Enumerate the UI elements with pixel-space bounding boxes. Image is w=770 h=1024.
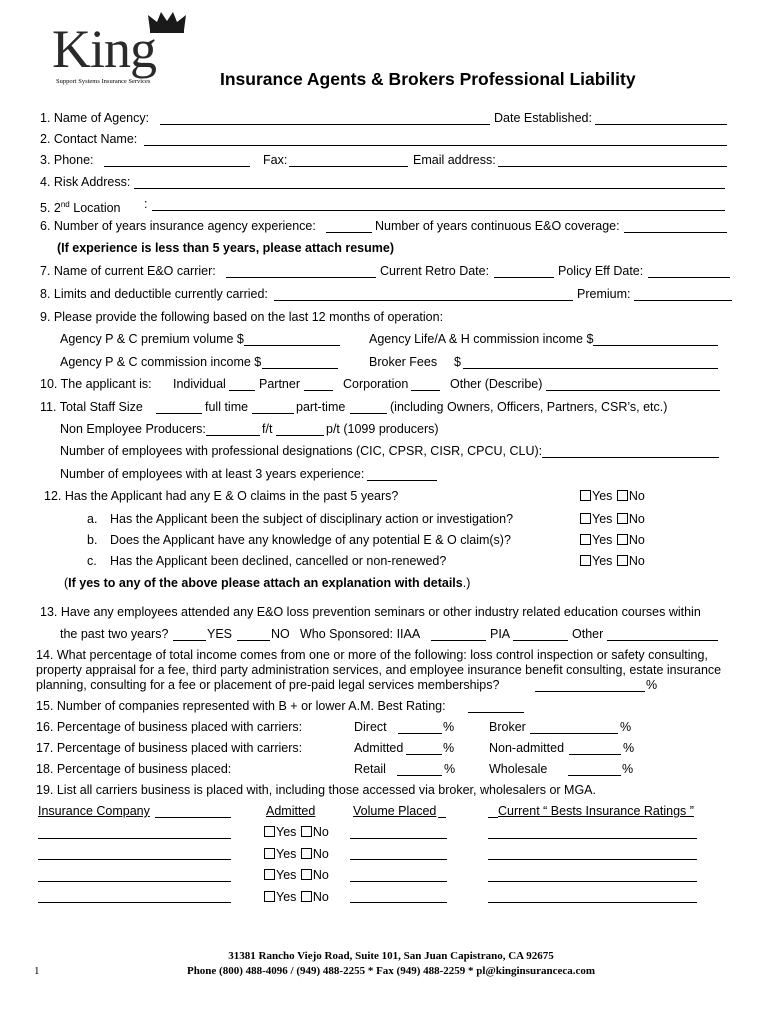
q13-line1: 13. Have any employees attended any E&O loss prevention seminars or other industry related education courses within <box>40 605 701 619</box>
policy-date-label: Policy Eff Date: <box>558 264 644 278</box>
iiaa-field[interactable] <box>431 628 486 641</box>
carrier-company-field[interactable] <box>38 869 231 882</box>
q12a-yes-checkbox[interactable] <box>580 513 591 524</box>
carrier-admitted <box>264 847 329 862</box>
q12c-no-label: No <box>628 554 645 568</box>
q13-yes-field[interactable] <box>173 628 206 641</box>
carrier-admitted <box>264 890 329 905</box>
carrier-admitted-no-checkbox[interactable] <box>301 848 312 859</box>
q16-label: 16. Percentage of business placed with carriers: <box>36 720 303 734</box>
carrier-admitted <box>264 868 329 883</box>
non-employee-pt-field[interactable] <box>276 423 324 436</box>
col-header-ratings-line <box>488 805 498 818</box>
carrier-yes-label: Yes <box>276 868 297 882</box>
experience-label: Number of employees with at least 3 years experience: <box>60 467 365 481</box>
premium-field[interactable] <box>634 288 732 301</box>
risk-address-field[interactable] <box>134 176 725 189</box>
carrier-rating-field[interactable] <box>488 869 697 882</box>
footer-address: 31381 Rancho Viejo Road, Suite 101, San Juan Capistrano, CA 92675 <box>228 950 554 962</box>
email-field[interactable] <box>498 154 727 167</box>
carrier-no-label: No <box>312 868 329 882</box>
carrier-volume-field[interactable] <box>350 890 447 903</box>
carrier-yes-label: Yes <box>276 890 297 904</box>
carrier-no-label: No <box>312 825 329 839</box>
q9-label: 9. Please provide the following based on the last 12 months of operation: <box>40 310 444 324</box>
q14-line2: property appraisal for a fee, third party administration services, and employee insurance benefit consulting, estate insurance <box>36 663 722 677</box>
q12a-no-checkbox[interactable] <box>617 513 628 524</box>
footer-contact: Phone (800) 488-4096 / (949) 488-2255 * Fax (949) 488-2259 * pl@kinginsuranceca.com <box>186 965 596 977</box>
col-header-volume-placed-line <box>438 805 446 818</box>
carrier-admitted-yes-checkbox[interactable] <box>264 891 275 902</box>
pt-label: p/t (1099 producers) <box>326 422 439 436</box>
col-header-admitted: Admitted <box>266 804 316 818</box>
pc-premium-field[interactable] <box>244 333 340 346</box>
agency-name-field[interactable] <box>160 112 490 125</box>
designations-label: Number of employees with professional designations (CIC, CPSR, CISR, CPCU, CLU): <box>60 444 543 458</box>
q12b-no-label: No <box>628 533 645 547</box>
non-admitted-field[interactable] <box>569 742 621 755</box>
premium-label: Premium: <box>577 287 631 301</box>
wholesale-field[interactable] <box>568 763 621 776</box>
corporation-field[interactable] <box>411 378 440 391</box>
q1-label: 1. Name of Agency: <box>40 111 150 125</box>
carrier-company-field[interactable] <box>38 826 231 839</box>
q12-yes-checkbox[interactable] <box>580 490 591 501</box>
second-location-label <box>40 197 121 216</box>
carrier-no-label: No <box>312 847 329 861</box>
q12b-letter: b. <box>87 533 98 547</box>
non-admitted-pct: % <box>623 741 635 755</box>
sponsored-label: Who Sponsored: IIAA <box>300 627 421 641</box>
admitted-label: Admitted <box>354 741 404 755</box>
broker-field[interactable] <box>530 721 618 734</box>
agency-experience-label: 6. Number of years insurance agency experience: <box>40 219 316 233</box>
direct-pct: % <box>443 720 455 734</box>
col-header-volume-placed: Volume Placed <box>353 804 437 818</box>
q12-label: 12. Has the Applicant had any E & O claims in the past 5 years? <box>44 489 399 503</box>
q2-label: 2. Contact Name: <box>40 132 138 146</box>
phone-field[interactable] <box>104 154 250 167</box>
broker-fees-field[interactable] <box>463 356 718 369</box>
carrier-company-field[interactable] <box>38 847 231 860</box>
including-note: (including Owners, Officers, Partners, CSR’s, etc.) <box>390 400 668 414</box>
carrier-company-field[interactable] <box>38 890 231 903</box>
q12b-yes-no <box>580 533 645 548</box>
individual-field[interactable] <box>229 378 255 391</box>
non-employee-label: Non Employee Producers: <box>60 422 206 436</box>
limits-field[interactable] <box>274 288 573 301</box>
q5-sup: nd <box>60 200 70 209</box>
carrier-yes-label: Yes <box>276 847 297 861</box>
q18-label: 18. Percentage of business placed: <box>36 762 232 776</box>
carrier-admitted <box>264 825 329 840</box>
q12-yes-label: Yes <box>592 489 613 503</box>
page-title: Insurance Agents & Brokers Professional Liability <box>220 69 636 89</box>
q13-no-label: NO <box>271 627 290 641</box>
carrier-admitted-yes-checkbox[interactable] <box>264 848 275 859</box>
page-number: 1 <box>34 965 40 977</box>
admitted-pct: % <box>443 741 455 755</box>
risk-address-label: 4. Risk Address: <box>40 175 131 189</box>
broker-fees-label: Broker Fees <box>369 355 438 369</box>
non-employee-ft-field[interactable] <box>206 423 260 436</box>
fax-field[interactable] <box>289 154 408 167</box>
phone-label: 3. Phone: <box>40 153 94 167</box>
q12c-letter: c. <box>87 554 97 568</box>
direct-field[interactable] <box>398 721 442 734</box>
q12b-yes-checkbox[interactable] <box>580 534 591 545</box>
admitted-field[interactable] <box>406 742 442 755</box>
experience-field[interactable] <box>367 468 437 481</box>
q14-percent-field[interactable] <box>535 679 645 692</box>
q5-prefix: 5. 2 <box>40 201 61 216</box>
q12-yes-no <box>580 489 645 504</box>
ft-label: f/t <box>262 422 273 436</box>
experience-note: (If experience is less than 5 years, please attach resume) <box>57 241 394 255</box>
broker-pct: % <box>620 720 632 734</box>
eo-coverage-field[interactable] <box>624 220 727 233</box>
eo-coverage-label: Number of years continuous E&O coverage: <box>375 219 620 233</box>
eo-carrier-field[interactable] <box>226 265 376 278</box>
q5-suffix: Location <box>69 201 121 216</box>
designations-field[interactable] <box>542 445 719 458</box>
q12b-yes-label: Yes <box>592 533 613 547</box>
q12-no-checkbox[interactable] <box>617 490 628 501</box>
q14-pct: % <box>646 678 658 692</box>
logo-tagline: Support Systems Insurance Services <box>56 78 151 85</box>
other-describe-label: Other (Describe) <box>450 377 543 391</box>
logo-word: King <box>52 19 156 79</box>
policy-date-field[interactable] <box>648 265 730 278</box>
carrier-admitted-no-checkbox[interactable] <box>301 869 312 880</box>
q13-line2-label: the past two years? <box>60 627 169 641</box>
contact-name-field[interactable] <box>144 133 727 146</box>
logo <box>52 10 197 88</box>
carrier-admitted-no-checkbox[interactable] <box>301 826 312 837</box>
broker-label: Broker <box>489 720 526 734</box>
pc-commission-field[interactable] <box>262 356 338 369</box>
q12a-yes-label: Yes <box>592 512 613 526</box>
carrier-admitted-yes-checkbox[interactable] <box>264 826 275 837</box>
carrier-volume-field[interactable] <box>350 826 447 839</box>
q5-colon: : <box>144 197 148 211</box>
q13-other-field[interactable] <box>607 628 718 641</box>
direct-label: Direct <box>354 720 387 734</box>
q12c-yes-no <box>580 554 645 569</box>
q12-note-bold: If yes to any of the above please attach an explanation with details <box>68 576 463 590</box>
q12c-no-checkbox[interactable] <box>617 555 628 566</box>
carrier-volume-field[interactable] <box>350 847 447 860</box>
q12c-yes-checkbox[interactable] <box>580 555 591 566</box>
date-established-field[interactable] <box>595 112 727 125</box>
pia-field[interactable] <box>513 628 568 641</box>
date-established-label: Date Established: <box>494 111 592 125</box>
q10-label: 10. The applicant is: <box>40 377 152 391</box>
broker-fees-dollar: $ <box>454 355 461 369</box>
fax-label: Fax: <box>263 153 288 167</box>
limits-label: 8. Limits and deductible currently carried: <box>40 287 268 301</box>
q17-label: 17. Percentage of business placed with carriers: <box>36 741 303 755</box>
retro-date-field[interactable] <box>494 265 554 278</box>
q12-no-label: No <box>628 489 645 503</box>
staff-size-field[interactable] <box>156 401 202 414</box>
corporation-label: Corporation <box>343 377 409 391</box>
col-header-insurance-company-line <box>155 805 231 818</box>
agency-experience-field[interactable] <box>326 220 372 233</box>
carrier-rating-field[interactable] <box>488 847 697 860</box>
other-describe-field[interactable] <box>546 378 720 391</box>
q12-explanation-note: (If yes to any of the above please attach an explanation with details.) <box>64 576 471 590</box>
wholesale-label: Wholesale <box>489 762 548 776</box>
q12c-yes-label: Yes <box>592 554 613 568</box>
q12a-no-label: No <box>628 512 645 526</box>
wholesale-pct: % <box>622 762 634 776</box>
life-commission-label: Agency Life/A & H commission income $ <box>369 332 594 346</box>
partner-label: Partner <box>259 377 300 391</box>
pc-premium-label: Agency P & C premium volume $ <box>60 332 244 346</box>
col-header-ratings: Current “ Bests Insurance Ratings ” <box>498 804 694 818</box>
pia-label: PIA <box>490 627 511 641</box>
retail-field[interactable] <box>397 763 442 776</box>
retail-pct: % <box>444 762 456 776</box>
col-header-insurance-company: Insurance Company <box>38 804 150 818</box>
q12a-yes-no <box>580 512 645 527</box>
individual-label: Individual <box>173 377 226 391</box>
q19-label: 19. List all carriers business is placed with, including those accessed via broker, wholesalers or MGA. <box>36 783 596 797</box>
carrier-admitted-no-checkbox[interactable] <box>301 891 312 902</box>
q15-field[interactable] <box>468 700 524 713</box>
second-location-field[interactable] <box>152 198 725 211</box>
carrier-volume-field[interactable] <box>350 869 447 882</box>
carrier-rating-field[interactable] <box>488 826 697 839</box>
life-commission-field[interactable] <box>593 333 718 346</box>
retail-label: Retail <box>354 762 386 776</box>
q12b-no-checkbox[interactable] <box>617 534 628 545</box>
carrier-yes-label: Yes <box>276 825 297 839</box>
q13-no-field[interactable] <box>237 628 270 641</box>
full-time-label: full time <box>205 400 249 414</box>
non-admitted-label: Non-admitted <box>489 741 565 755</box>
part-time-field[interactable] <box>350 401 387 414</box>
q14-line1: 14. What percentage of total income comes from one or more of the following: loss control inspection or safety consulting, <box>36 648 708 662</box>
carrier-rating-field[interactable] <box>488 890 697 903</box>
full-time-field[interactable] <box>252 401 294 414</box>
carrier-admitted-yes-checkbox[interactable] <box>264 869 275 880</box>
part-time-label: part-time <box>296 400 346 414</box>
q12a-label: Has the Applicant been the subject of disciplinary action or investigation? <box>110 512 514 526</box>
q15-label: 15. Number of companies represented with B + or lower A.M. Best Rating: <box>36 699 446 713</box>
q12b-label: Does the Applicant have any knowledge of any potential E & O claim(s)? <box>110 533 511 547</box>
q13-yes-label: YES <box>207 627 233 641</box>
q12a-letter: a. <box>87 512 98 526</box>
q13-other-label: Other <box>572 627 604 641</box>
retro-date-label: Current Retro Date: <box>380 264 490 278</box>
partner-field[interactable] <box>304 378 333 391</box>
q12c-label: Has the Applicant been declined, cancelled or non-renewed? <box>110 554 447 568</box>
q14-line3: planning, consulting for a fee or placement of pre-paid legal services memberships? <box>36 678 500 692</box>
email-label: Email address: <box>413 153 496 167</box>
pc-commission-label: Agency P & C commission income $ <box>60 355 262 369</box>
staff-size-label: 11. Total Staff Size <box>40 400 143 414</box>
eo-carrier-label: 7. Name of current E&O carrier: <box>40 264 216 278</box>
carrier-no-label: No <box>312 890 329 904</box>
